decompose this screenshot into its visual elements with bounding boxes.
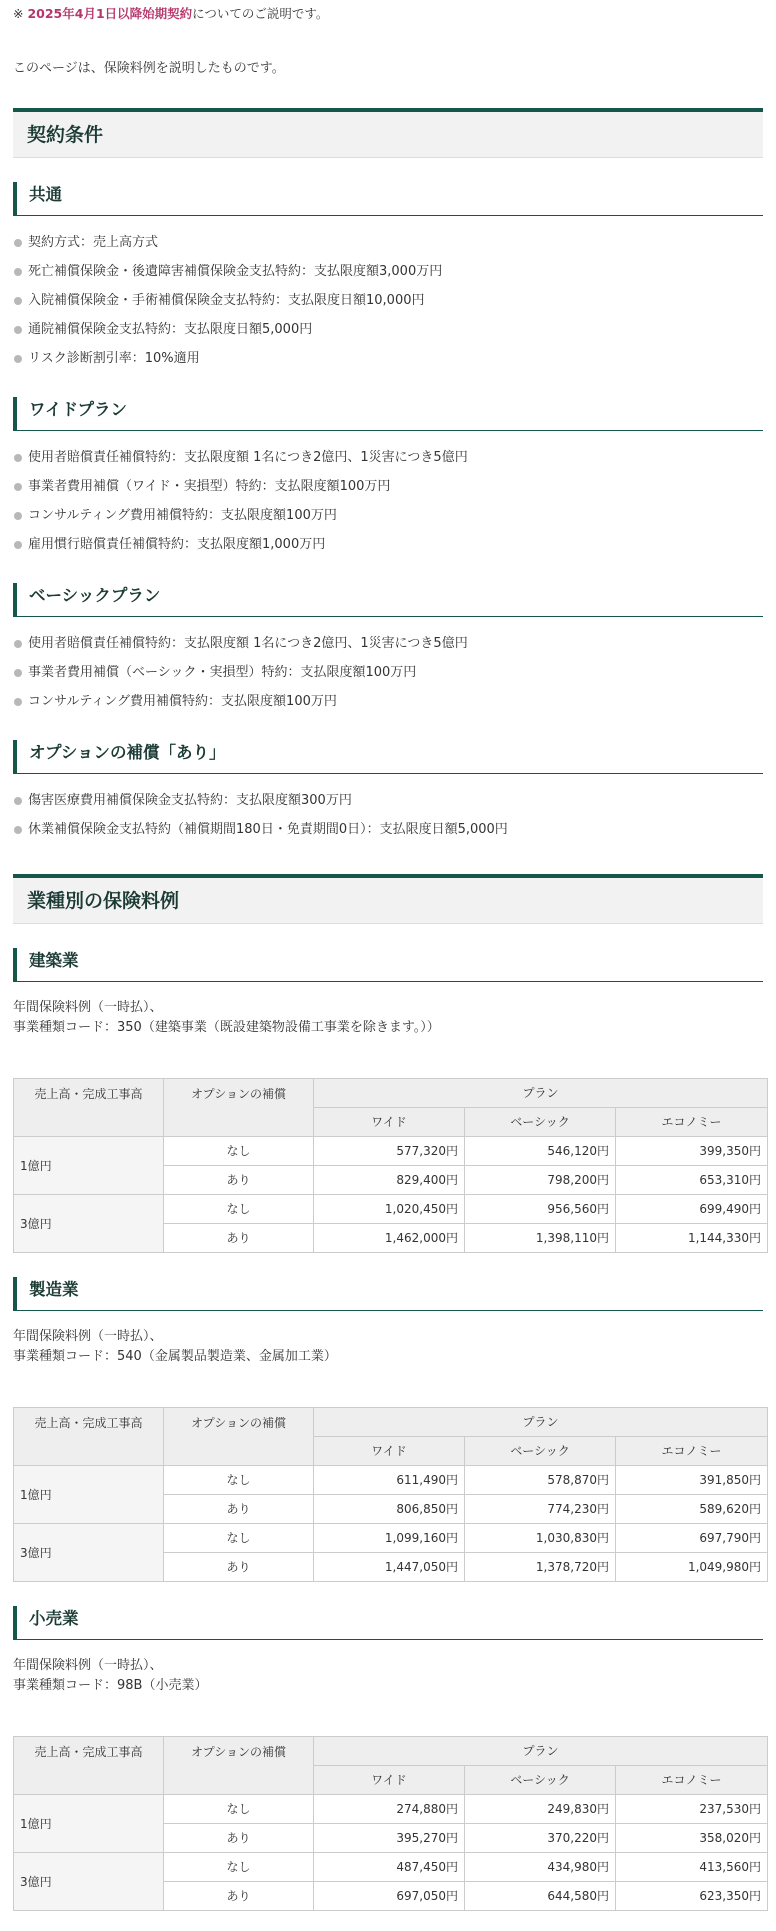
basic-cell: 546,120円 (465, 1137, 616, 1166)
economy-header: エコノミー (616, 1437, 768, 1466)
desc-line-1: 年間保険料例（一時払）、 (13, 1000, 163, 1016)
table-row (14, 1853, 768, 1882)
list-item: 通院補償保険金支払特約：支払限度日額5,000円 (13, 315, 763, 344)
wide-cell: 829,400円 (314, 1166, 465, 1195)
wide-cell: 697,050円 (314, 1882, 465, 1911)
sales-cell: 1億円 (14, 1795, 164, 1853)
economy-cell: 697,790円 (616, 1524, 768, 1553)
basic-cell: 578,870円 (465, 1466, 616, 1495)
section-heading-common: 共通 (13, 182, 763, 216)
economy-header: エコノミー (616, 1108, 768, 1137)
economy-cell: 699,490円 (616, 1195, 768, 1224)
basic-cell: 956,560円 (465, 1195, 616, 1224)
wide-cell: 1,462,000円 (314, 1224, 465, 1253)
basic-cell: 1,378,720円 (465, 1553, 616, 1582)
rates-table-manufacturing (13, 1407, 768, 1582)
table-row (14, 1466, 768, 1495)
table-row (14, 1195, 768, 1224)
option-list (13, 786, 763, 844)
option-cell: なし (164, 1524, 314, 1553)
economy-cell: 653,310円 (616, 1166, 768, 1195)
table-row (14, 1524, 768, 1553)
option-cell: あり (164, 1224, 314, 1253)
table-row (14, 1137, 768, 1166)
option-cell: なし (164, 1137, 314, 1166)
basic-cell: 774,230円 (465, 1495, 616, 1524)
list-item: コンサルティング費用補償特約：支払限度額100万円 (13, 501, 763, 530)
list-item: リスク診断割引率：10%適用 (13, 344, 763, 373)
conditions-heading: 契約条件 (13, 108, 763, 158)
industry-description (13, 1327, 763, 1367)
list-item: 傷害医療費用補償保険金支払特約：支払限度額300万円 (13, 786, 763, 815)
economy-cell: 1,144,330円 (616, 1224, 768, 1253)
sales-cell: 3億円 (14, 1524, 164, 1582)
basic-header: ベーシック (465, 1766, 616, 1795)
economy-cell: 413,560円 (616, 1853, 768, 1882)
wide-plan-list (13, 443, 763, 559)
common-conditions-list (13, 228, 763, 373)
wide-header: ワイド (314, 1766, 465, 1795)
option-header: オプションの補償 (164, 1737, 314, 1795)
option-cell: あり (164, 1495, 314, 1524)
basic-cell: 434,980円 (465, 1853, 616, 1882)
option-cell: あり (164, 1166, 314, 1195)
wide-cell: 611,490円 (314, 1466, 465, 1495)
list-item: 死亡補償保険金・後遺障害補償保険金支払特約：支払限度額3,000万円 (13, 257, 763, 286)
option-cell: あり (164, 1824, 314, 1853)
economy-cell: 391,850円 (616, 1466, 768, 1495)
desc-line-2: 事業種類コード：98B（小売業） (13, 1678, 208, 1694)
industry-heading-construction: 建築業 (13, 948, 763, 982)
option-header: オプションの補償 (164, 1079, 314, 1137)
list-item: 入院補償保険金・手術補償保険金支払特約：支払限度日額10,000円 (13, 286, 763, 315)
basic-cell: 249,830円 (465, 1795, 616, 1824)
wide-cell: 274,880円 (314, 1795, 465, 1824)
desc-line-1: 年間保険料例（一時払）、 (13, 1658, 163, 1674)
list-item: 事業者費用補償（ベーシック・実損型）特約：支払限度額100万円 (13, 658, 763, 687)
sales-header: 売上高・完成工事高 (14, 1079, 164, 1137)
option-cell: なし (164, 1195, 314, 1224)
basic-cell: 1,398,110円 (465, 1224, 616, 1253)
industry-heading-retail: 小売業 (13, 1606, 763, 1640)
section-heading-basic-plan: ベーシックプラン (13, 583, 763, 617)
list-item: 使用者賠償責任補償特約：支払限度額 1名につき2億円、1災害につき5億円 (13, 443, 763, 472)
option-cell: なし (164, 1466, 314, 1495)
notice-highlight: 2025年4月1日以降始期契約 (27, 6, 193, 21)
list-item: 事業者費用補償（ワイド・実損型）特約：支払限度額100万円 (13, 472, 763, 501)
option-cell: あり (164, 1882, 314, 1911)
wide-header: ワイド (314, 1437, 465, 1466)
section-heading-wide-plan: ワイドプラン (13, 397, 763, 431)
economy-cell: 623,350円 (616, 1882, 768, 1911)
economy-header: エコノミー (616, 1766, 768, 1795)
intro-text: このページは、保険料例を説明したものです。 (13, 60, 285, 76)
wide-cell: 806,850円 (314, 1495, 465, 1524)
plan-header: プラン (314, 1737, 768, 1766)
wide-cell: 577,320円 (314, 1137, 465, 1166)
economy-cell: 358,020円 (616, 1824, 768, 1853)
basic-cell: 1,030,830円 (465, 1524, 616, 1553)
desc-line-2: 事業種類コード：540（金属製品製造業、金属加工業） (13, 1349, 337, 1365)
table-row (14, 1795, 768, 1824)
industry-description (13, 998, 763, 1038)
notice-prefix: ※ (13, 6, 28, 21)
plan-header: プラン (314, 1079, 768, 1108)
sales-cell: 3億円 (14, 1853, 164, 1911)
basic-header: ベーシック (465, 1437, 616, 1466)
option-header: オプションの補償 (164, 1408, 314, 1466)
list-item: 使用者賠償責任補償特約：支払限度額 1名につき2億円、1災害につき5億円 (13, 629, 763, 658)
economy-cell: 237,530円 (616, 1795, 768, 1824)
rates-table-construction (13, 1078, 768, 1253)
sales-cell: 1億円 (14, 1466, 164, 1524)
sales-header: 売上高・完成工事高 (14, 1737, 164, 1795)
industry-heading-manufacturing: 製造業 (13, 1277, 763, 1311)
notice-text (13, 5, 763, 24)
desc-line-1: 年間保険料例（一時払）、 (13, 1329, 163, 1345)
wide-cell: 395,270円 (314, 1824, 465, 1853)
wide-cell: 487,450円 (314, 1853, 465, 1882)
wide-cell: 1,447,050円 (314, 1553, 465, 1582)
basic-cell: 370,220円 (465, 1824, 616, 1853)
option-cell: なし (164, 1795, 314, 1824)
notice-suffix: についてのご説明です。 (192, 6, 329, 21)
examples-heading: 業種別の保険料例 (13, 874, 763, 924)
list-item: 契約方式：売上高方式 (13, 228, 763, 257)
option-cell: なし (164, 1853, 314, 1882)
list-item: 休業補償保険金支払特約（補償期間180日・免責期間0日）：支払限度日額5,000円 (13, 815, 763, 844)
rates-table-retail (13, 1736, 768, 1911)
sales-cell: 3億円 (14, 1195, 164, 1253)
basic-header: ベーシック (465, 1108, 616, 1137)
desc-line-2: 事業種類コード：350（建築事業（既設建築物設備工事業を除きます。）） (13, 1020, 440, 1036)
wide-cell: 1,020,450円 (314, 1195, 465, 1224)
wide-cell: 1,099,160円 (314, 1524, 465, 1553)
basic-cell: 798,200円 (465, 1166, 616, 1195)
option-cell: あり (164, 1553, 314, 1582)
economy-cell: 1,049,980円 (616, 1553, 768, 1582)
basic-cell: 644,580円 (465, 1882, 616, 1911)
plan-header: プラン (314, 1408, 768, 1437)
economy-cell: 589,620円 (616, 1495, 768, 1524)
basic-plan-list (13, 629, 763, 716)
sales-cell: 1億円 (14, 1137, 164, 1195)
list-item: コンサルティング費用補償特約：支払限度額100万円 (13, 687, 763, 716)
industry-description (13, 1656, 763, 1696)
list-item: 雇用慣行賠償責任補償特約：支払限度額1,000万円 (13, 530, 763, 559)
economy-cell: 399,350円 (616, 1137, 768, 1166)
wide-header: ワイド (314, 1108, 465, 1137)
sales-header: 売上高・完成工事高 (14, 1408, 164, 1466)
section-heading-option: オプションの補償「あり」 (13, 740, 763, 774)
